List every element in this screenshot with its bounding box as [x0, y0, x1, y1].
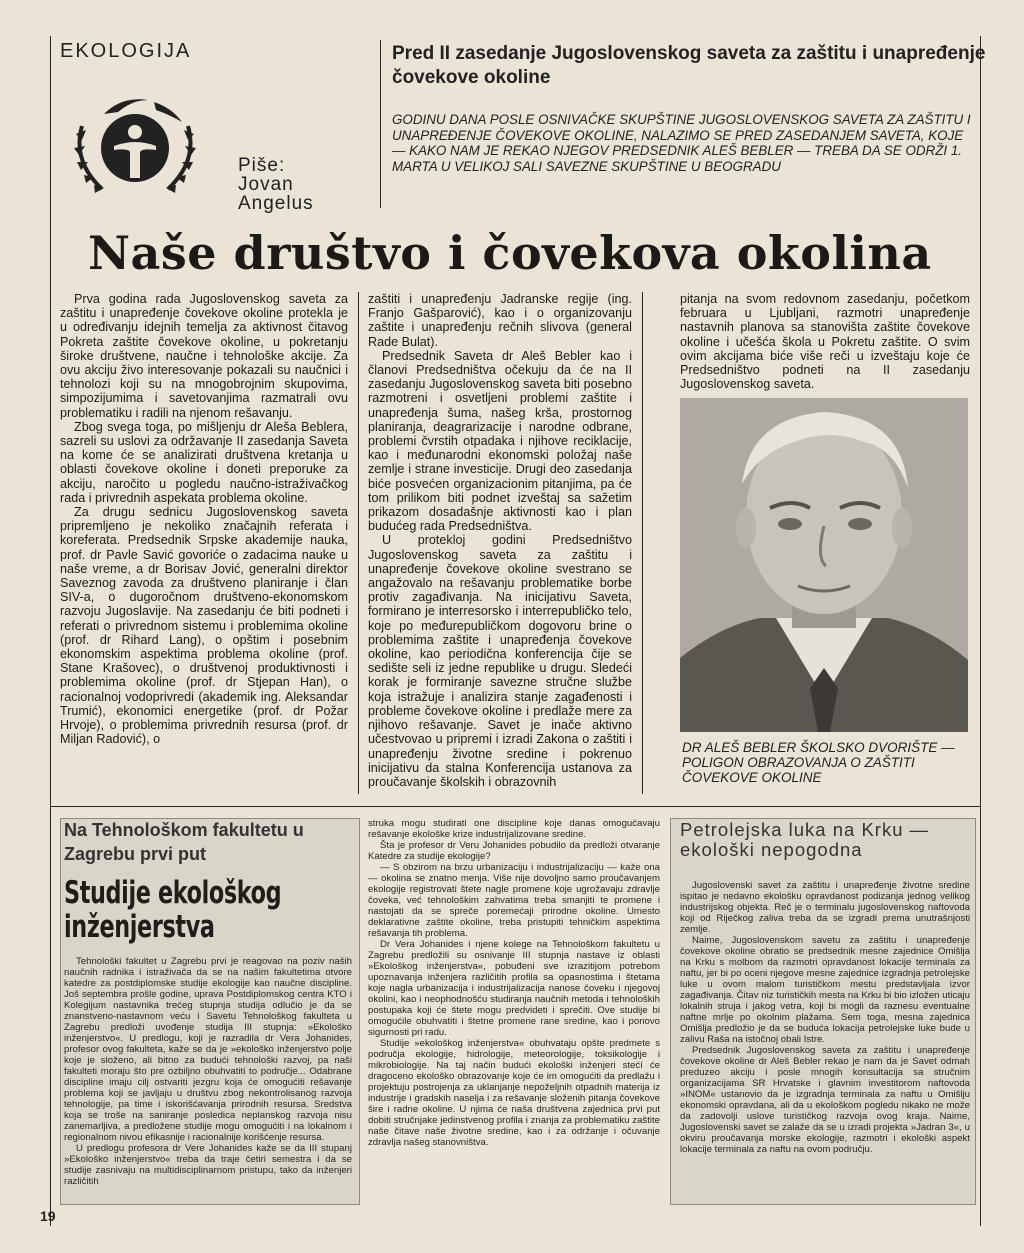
author-prefix: Piše: [238, 155, 286, 176]
article-column-1 [60, 292, 348, 794]
section-label: EKOLOGIJA [60, 40, 192, 62]
paragraph: U protekloj godini Predsedništvo Jugoslovenskog saveta za zaštitu i unapređenje čovekove okoline svestrano se angažovalo na rešavanju problematike borbe protiv zagađivanja. Na inicijativu Saveta, formirano je interresorsko i interrepubličko telo, koje po međurepubličkom dogovoru brine o problemima zaštite i unapređenja čovekove okoline, kao periodična konferencija čije se sedište seli iz jedne republike u drugu. Sledeći korak je formiranje savezne stručne službe koja istražuje i analizira stanje zagađenosti i probleme čovekove okoline i predlaže mere za njihovo rešavanje. Savet je inače aktivno učestvovao u pripremi i izradi Zakona o zaštiti i unapređenju životne sredine i pokrenuo inicijativu da stalna Konferencija ustanova za proučavanje školskih i obrazovnih [368, 533, 632, 789]
section-divider [50, 806, 980, 807]
left-margin-rule [50, 36, 51, 1226]
article-intro: GODINU DANA POSLE OSNIVAČKE SKUPŠTINE JUGOSLOVENSKOG SAVETA ZA ZAŠTITU I UNAPREĐENJE ČOVEKOVE OKOLINE, NALAZIMO SE PRED ZASEDANJEM SAVETA, KOJE — KAKO NAM JE REKAO NJEGOV PREDSEDNIK ALEŠ BEBLER — TREBA DA SE ODRŽI 1. MARTA U VELIKOJ SALI SAVEZNE SKUPŠTINE U BEOGRADU [392, 112, 971, 174]
feature-kicker: Na Tehnološkom fakultetu u Zagrebu prvi put [64, 820, 304, 864]
paragraph: Naime, Jugoslovenskom savetu za zaštitu i unapređenje čovekove okoline obratio se predsednik mesne zajednice Omišlja na Krku s molbom da razmotri opravdanost lokacije terminala za naftu, jer bi po oceni njegove mesne zajednice izgradnja petrolejske luke u ovom malom turističkom mestu predstavljala izvor zagađivanja. Čitav niz turističkih mesta na Krku bi bio izložen uticaju lokalnih struja i jakog vetra, koji bi mogli da raznesu eventualne naftne mrlje po okolnim plažama. Sem toga, mesna zajednica Omišlja predložio je da se buduća lokacija petrolejske luke bude u zalivu Raša na istočnoj obali Istre. [680, 935, 970, 1045]
column-divider-1 [358, 292, 359, 794]
page-number: 19 [40, 1208, 56, 1224]
paragraph: Prva godina rada Jugoslovenskog saveta za zaštitu i unapređenje čovekove okoline protekla je u određivanju idejnih temelja za aktivnost čitavog Pokreta zaštite čovekove okoline, u pokretanju široke društvene, naučne i tehnološke akcije. Za ovu akciju živo interesovanje pokazali su naučnici i tehnolozi koji su na mnogobrojnim skupovima, simpozijumima i savetovanjima razmatrali ovu problematiku i radili na njenom rešavanju. [60, 292, 348, 420]
column-divider-2 [642, 292, 643, 794]
paragraph: Predsednik Jugoslovenskog saveta za zaštitu i unapređenje čovekove okoline dr Aleš Bebler rekao je nam da je Savet odmah preduzeo akciju i posle mnogih konsultacija sa stručnim organizacijama SR Hrvatske i glavnim investitorom naftovoda »INOM« ustanovio da je izgradnja terminala za naftu u Omišlju ekonomski opravdana, ali da u ekološkom pogledu nikako ne može da zadovolji uslove turističkog razvoja ovog kraja. Naime, Jugoslovenski savet se zalaže da se u izradi projekta »Jadran 3«, u okviru proučavanja morske ekologije, razmotri i ekološki aspekt lokacije terminala za naftu na ovom području. [680, 1045, 970, 1155]
photo-caption: DR ALEŠ BEBLER ŠKOLSKO DVORIŠTE — POLIGON OBRAZOVANJA O ZAŠTITI ČOVEKOVE OKOLINE [682, 740, 955, 785]
sidebar-article-body [680, 880, 970, 1202]
right-edge-rule [980, 36, 981, 1226]
author-last-name: Angelus [238, 193, 314, 214]
paragraph: Jugoslovenski savet za zaštitu i unapređenje životne sredine ispitao je nedavno ekološku opravdanost podizanja jednog velikog industrijskog objekta. Reč je o terminalu jugoslovenskog naftovoda koji od Riječkog zaliva treba da se izgradi prema unutrašnjosti zemlje. [680, 880, 970, 935]
author-first-name: Jovan [238, 174, 294, 195]
portrait-photo [680, 398, 968, 732]
sidebar-article-title: Petrolejska luka na Krku — ekološki nepogodna [680, 819, 930, 860]
feature-body-left [64, 956, 352, 1200]
paragraph: Tehnološki fakultet u Zagrebu prvi je reagovao na poziv naših naučnih radnika i istraživača da se na našim fakultetima otvore katedre za postdiplomske studije ekologije kao naučne discipline. Još septembra prošle godine, uprava Postdiplomskog centra KTO i Kolegijum nastavnika trećeg stupnja studija odlučio je da se znanstveno-nastavnom veću i Savetu Tehnološkog fakulteta u Zagrebu predloži uvođenje studija III stupnja: »Ekološko inženjerstvo«. U predlogu, koji je razradila dr Vera Johanides, profesor ovog fakulteta, kaže se da je »ekološko inženjerstvo polje koje je složeno, ali bitno za budući tehnološki razvoj, pa naši fakulteti moraju što pre ozbiljno obuhvatiti to područje... Odabrane discipline imaju cilj ostvariti jezgru koja će omogućiti rešavanje problema koji se javljaju u društvu zbog nekontrolisanog razvoja tehnologije, pa time i iskorišćavanja prirodnih resursa. Sredstva koja se troše na saniranje posledica neplanskog razvoja nisu zanemarljiva, a predložene studije mogu omogućiti i na lokalnom i regionalnom nivou efikasnije i racionalnije korišćenje resursa. [64, 956, 352, 1143]
paragraph: Predsednik Saveta dr Aleš Bebler kao i članovi Predsedništva očekuju da će na II zasedanju Jugoslovenskog saveta biti posebno razmotreni i osvetljeni problemi zaštite i unapređenja šuma, našeg krša, prostornog planiranja, deagrarizacije i narodne odbrane, problemi čvrstih otpadaka i njihove reciklacije, kao i međunarodni ekonomski položaj naše zemlje i strane investicije. Drugi deo zasedanja biće posvećen organizacionim pitanjima, pa će tom prilikom biti podnet izveštaj sa sažetim prikazom dosadašnje aktivnosti kao i plan budućeg rada Predsedništva. [368, 348, 632, 534]
paragraph: Za drugu sednicu Jugoslovenskog saveta pripremljeno je nekoliko značajnih referata i koreferata. Predsednik Srpske akademije nauka, prof. dr Pavle Savić govoriće o zadacima nauke u naše vreme, a dr Borisav Jović, generalni direktor Saveznog zavoda za društveno planiranje i član SIV-a, o dugoročnom društveno-ekonomskom razvoju Jugoslavije. Na zasedanju će biti podneti i referati o privrednom sistemu i problemima okoline (prof. dr Rihard Lang), o opštim i posebnim ekonomskim aspektima problema okoline (prof. Stane Krašovec), o društvenoj produktivnosti i problemima okoline (prof. dr Stjepan Han), o racionalnoj vodoprivredi (akademik ing. Aleksandar Trumić), ekonomici energetike (prof. dr Požar Hrvoje), o problemima privrednih resursa (prof. dr Miljan Radović), o [60, 505, 348, 747]
feature-body-middle [368, 818, 660, 1202]
author-byline [238, 156, 314, 213]
paragraph: zaštiti i unapređenju Jadranske regije (ing. Franjo Gašparović), kao i o organizovanju zaštite i unapređenju rečnih slivova (general Rade Bulat). [368, 292, 632, 349]
header-divider [380, 40, 381, 208]
paragraph: Zbog svega toga, po mišljenju dr Aleša Beblera, sazreli su uslovi za održavanje II zasedanja Saveta na kome će se analizirati društvena kretanja u oblasti čovekove okoline i doneti preporuke za akciju, naročito u pogledu naučno-istraživačkog rada i privrednih aspekata problema okoline. [60, 419, 348, 505]
feature-title: Studije ekološkog inženjerstva [64, 875, 282, 945]
paragraph: Dr Vera Johanides i njene kolege na Tehnološkom fakultetu u Zagrebu predložili su osnivanje III stupnja nastave iz oblasti »Ekološkog inženjerstva«, pobuđeni sve izrazitijom potrebom upoznavanja inženjera različitih profila sa opasnostima i štetama koje nagla urbanizacija i industrijalizacija nanose čoveku i njegovoj okolini, kao i neophodnošću studiranja naučnih metoda i tehnoloških postupaka koji će štete mogu predvideti i sprečiti. Ove studije bi omogućile obuhvatiti i štetne promene rane sredine, kao i ponovo sigurnosti pri radu. [368, 939, 660, 1038]
paragraph: Studije »ekološkog inženjerstva« obuhvataju opšte predmete s područja ekologije, hidrologije, meteorologije, toksikologije i mikrobiologije. Na taj način budući ekološki inženjeri stećí će dragoceno ekološko obrazovanje koje će im omogućiti da predlažu i projektuju postrojenja za uklanjanje nepoželjnih otpadnih materija iz industrije i gradskih naselja i za rešavanje složenih pitanja čovekove šire i radne okoline. U njima će naša društvena zajednica prvi put dobiti stručnjake jedinstvenog profila i znanja za problematiku zaštite naše čitave naše životne sredine, kao i za održanje i očuvanje zdravlja našeg stanovništva. [368, 1038, 660, 1148]
paragraph: Šta je profesor dr Veru Johanides pobudilo da predloži otvaranje Katedre za studije ekologije? [368, 840, 660, 862]
paragraph: pitanja na svom redovnom zasedanju, početkom februara u Ljubljani, razmotri unapređenje nastavnih planova sa stanovišta zaštite čovekove okoline i učešća škola u Pokretu zaštite. O svim ovim akcijama biće više reči u izveštaju koje će Predsedništvo podneti na II zasedanju Jugoslovenskog saveta. [680, 292, 970, 392]
paragraph: struka mogu studirati one discipline koje danas omogućavaju rešavanje ekološke krize industrijalizovane sredine. [368, 818, 660, 840]
article-column-2 [368, 292, 632, 794]
environment-emblem-icon [62, 86, 208, 206]
article-supertitle: Pred II zasedanje Jugoslovenskog saveta za zaštitu i unapređenje čovekove okoline [392, 43, 986, 88]
article-column-3 [680, 292, 970, 396]
paragraph: U predlogu profesora dr Vere Johanides kaže se da III stupanj »Ekološko inženjerstvo« treba da traje četiri semestra i da se studije zasnivaju na multidisciplinarnom pristupu, tako da inženjeri različitih [64, 1143, 352, 1187]
article-title: Naše društvo i čovekova okolina [88, 226, 932, 280]
paragraph: — S obzirom na brzu urbanizaciju i industrijalizaciju — kaže ona — okolina se znatno menja. Više nije dovoljno samo proučavanjem ekologije registrovati štete nagle promene koje ugrožavaju zdravlje čoveka, već tehnološkim zahvatima treba smanjiti te promene i nastojati da se spreče poremećaji prirodne okoline. Umesto deklarativne zaštite okoline, treba pristupiti tehničkim aspektima rešavanja tih problema. [368, 862, 660, 939]
